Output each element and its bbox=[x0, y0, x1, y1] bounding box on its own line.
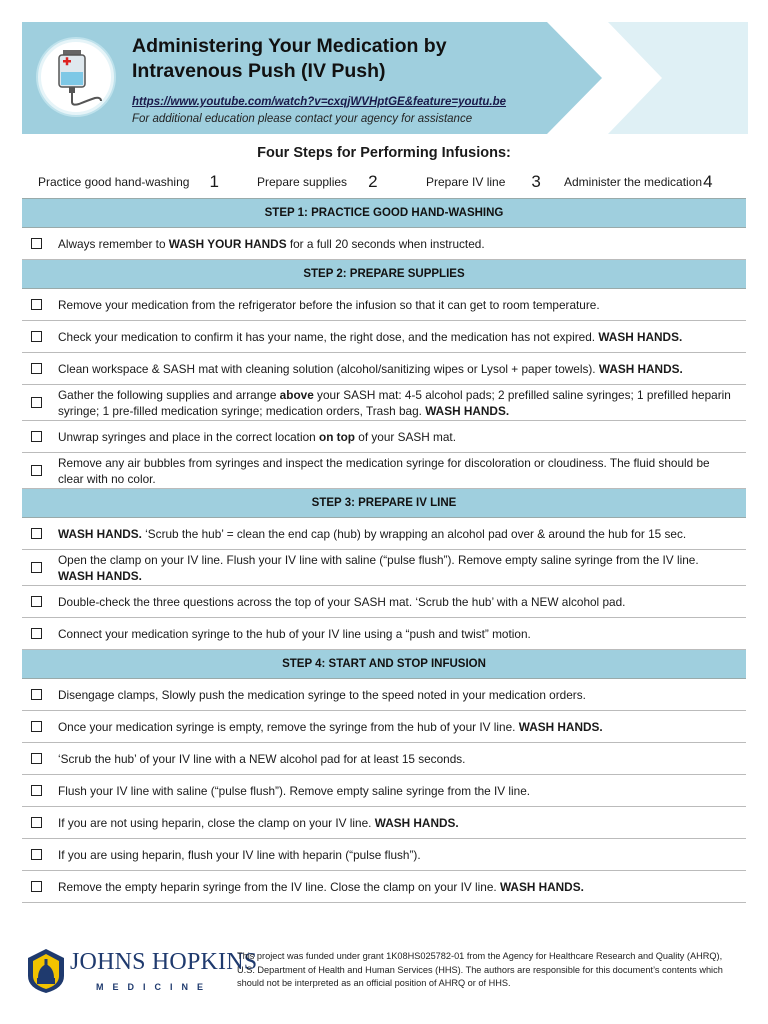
checkbox[interactable] bbox=[31, 849, 42, 860]
checklist-item: WASH HANDS. ‘Scrub the hub’ = clean the end cap (hub) by wrapping an alcohol pad over & around the hub for 15 sec. bbox=[22, 518, 746, 550]
four-steps-title: Four Steps for Performing Infusions: bbox=[257, 145, 511, 161]
summary-step-2 bbox=[257, 170, 378, 194]
header-banner bbox=[22, 22, 748, 134]
checklist-item: Unwrap syringes and place in the correct location on top of your SASH mat. bbox=[22, 421, 746, 453]
checkbox[interactable] bbox=[31, 238, 42, 249]
checklist bbox=[22, 198, 746, 903]
summary-step-4 bbox=[564, 170, 713, 194]
org-subtitle: MEDICINE bbox=[96, 982, 213, 992]
checklist-item: ‘Scrub the hub’ of your IV line with a NEW alcohol pad for at least 15 seconds. bbox=[22, 743, 746, 775]
checklist-item: Flush your IV line with saline (“pulse flush”). Remove empty saline syringe from the IV line. bbox=[22, 775, 746, 807]
summary-step-number: 1 bbox=[209, 172, 219, 191]
summary-step-3 bbox=[426, 170, 541, 194]
checklist-item: Once your medication syringe is empty, remove the syringe from the hub of your IV line. WASH HANDS. bbox=[22, 711, 746, 743]
checkbox[interactable] bbox=[31, 331, 42, 342]
checkbox[interactable] bbox=[31, 397, 42, 408]
funding-statement: This project was funded under grant 1K08HS025782-01 from the Agency for Healthcare Research and Quality (AHRQ), U.S. Department of Health and Human Services (HHS). The authors are responsible for this document’s contents which should not be interpreted as an official position of AHRQ or of HHS. bbox=[237, 951, 723, 988]
summary-step-number: 3 bbox=[531, 172, 541, 191]
summary-step-label: Practice good hand-washing bbox=[38, 175, 190, 189]
checkbox[interactable] bbox=[31, 785, 42, 796]
checkbox[interactable] bbox=[31, 689, 42, 700]
checkbox[interactable] bbox=[31, 465, 42, 476]
section-header-step-3: STEP 3: PREPARE IV LINE bbox=[22, 489, 746, 518]
video-link[interactable]: https://www.youtube.com/watch?v=cxqjWVHptGE&feature=youtu.be bbox=[132, 96, 507, 108]
checklist-item: Remove your medication from the refrigerator before the infusion so that it can get to room temperature. bbox=[22, 289, 746, 321]
checklist-item: Always remember to WASH YOUR HANDS for a full 20 seconds when instructed. bbox=[22, 228, 746, 260]
checklist-item: Double-check the three questions across the top of your SASH mat. ‘Scrub the hub’ with a NEW alcohol pad. bbox=[22, 586, 746, 618]
section-header-step-2: STEP 2: PREPARE SUPPLIES bbox=[22, 260, 746, 289]
summary-step-label: Prepare IV line bbox=[426, 175, 506, 189]
summary-step-label: Administer the medication bbox=[564, 175, 703, 189]
checklist-item: Open the clamp on your IV line. Flush your IV line with saline (“pulse flush”). Remove empty saline syringe from the IV line. WASH HANDS. bbox=[22, 550, 746, 586]
checklist-item: Remove any air bubbles from syringes and inspect the medication syringe for discoloration or cloudiness. The fluid should be clear with no color. bbox=[22, 453, 746, 489]
checkbox[interactable] bbox=[31, 721, 42, 732]
checkbox[interactable] bbox=[31, 628, 42, 639]
summary-step-number: 4 bbox=[703, 172, 713, 191]
org-name: JOHNS HOPKINS bbox=[70, 949, 258, 975]
checkbox[interactable] bbox=[31, 881, 42, 892]
summary-step-number: 2 bbox=[368, 172, 378, 191]
checklist-item: If you are not using heparin, close the clamp on your IV line. WASH HANDS. bbox=[22, 807, 746, 839]
checklist-item: Connect your medication syringe to the hub of your IV line using a “push and twist” motion. bbox=[22, 618, 746, 650]
checklist-item: Clean workspace & SASH mat with cleaning solution (alcohol/sanitizing wipes or Lysol + paper towels). WASH HANDS. bbox=[22, 353, 746, 385]
checkbox[interactable] bbox=[31, 562, 42, 573]
checkbox[interactable] bbox=[31, 363, 42, 374]
checkbox[interactable] bbox=[31, 596, 42, 607]
checklist-item: Remove the empty heparin syringe from the IV line. Close the clamp on your IV line. WASH HANDS. bbox=[22, 871, 746, 903]
checkbox[interactable] bbox=[31, 431, 42, 442]
section-header-step-4: STEP 4: START AND STOP INFUSION bbox=[22, 650, 746, 679]
checklist-item: If you are using heparin, flush your IV line with heparin (“pulse flush”). bbox=[22, 839, 746, 871]
checkbox[interactable] bbox=[31, 753, 42, 764]
checklist-item: Gather the following supplies and arrange above your SASH mat: 4-5 alcohol pads; 2 prefilled saline syringes; 1 prefilled heparin syringe; 1 pre-filled medication syringe; medication orders, Trash bag. WASH HANDS. bbox=[22, 385, 746, 421]
title-line-1: Administering Your Medication by bbox=[132, 35, 447, 57]
iv-bag-icon bbox=[49, 48, 105, 110]
checklist-item: Check your medication to confirm it has your name, the right dose, and the medication has not expired. WASH HANDS. bbox=[22, 321, 746, 353]
contact-note: For additional education please contact your agency for assistance bbox=[132, 113, 473, 125]
summary-step-1 bbox=[38, 170, 219, 194]
page-title bbox=[132, 34, 572, 84]
summary-step-label: Prepare supplies bbox=[257, 175, 348, 189]
checkbox[interactable] bbox=[31, 817, 42, 828]
title-line-2: Intravenous Push (IV Push) bbox=[132, 60, 386, 82]
iv-bag-logo bbox=[38, 39, 114, 115]
section-header-step-1: STEP 1: PRACTICE GOOD HAND-WASHING bbox=[22, 199, 746, 228]
johns-hopkins-shield-icon bbox=[26, 948, 66, 994]
checklist-item: Disengage clamps, Slowly push the medication syringe to the speed noted in your medication orders. bbox=[22, 679, 746, 711]
checkbox[interactable] bbox=[31, 299, 42, 310]
checkbox[interactable] bbox=[31, 528, 42, 539]
